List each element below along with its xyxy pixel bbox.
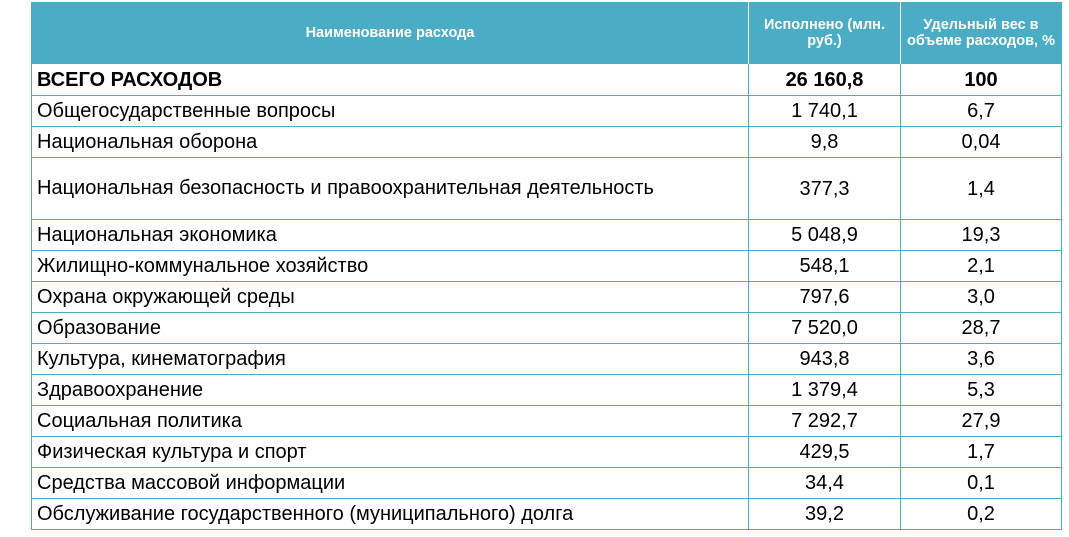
table-row [32,127,1062,158]
row-name: ВСЕГО РАСХОДОВ [32,64,749,96]
table-row [32,251,1062,282]
row-executed: 943,8 [749,344,901,375]
row-executed: 7 292,7 [749,406,901,437]
row-executed: 39,2 [749,499,901,530]
row-executed: 429,5 [749,437,901,468]
row-share: 5,3 [901,375,1062,406]
row-name: Здравоохранение [32,375,749,406]
row-share: 27,9 [901,406,1062,437]
row-name: Социальная политика [32,406,749,437]
table-row [32,344,1062,375]
table-header-row [32,2,1062,64]
row-share: 0,1 [901,468,1062,499]
expense-table-container [31,2,1061,530]
row-name: Образование [32,313,749,344]
row-share: 0,04 [901,127,1062,158]
table-row [32,468,1062,499]
header-executed: Исполнено (млн. руб.) [749,2,901,64]
table-row [32,375,1062,406]
row-share: 19,3 [901,220,1062,251]
table-row-total [32,64,1062,96]
table-row [32,220,1062,251]
row-share: 1,4 [901,158,1062,220]
row-executed: 1 740,1 [749,96,901,127]
row-share: 6,7 [901,96,1062,127]
row-executed: 377,3 [749,158,901,220]
row-executed: 797,6 [749,282,901,313]
table-row [32,282,1062,313]
row-name: Общегосударственные вопросы [32,96,749,127]
row-name: Национальная безопасность и правоохранительная деятельность [32,158,749,220]
row-name: Обслуживание государственного (муниципального) долга [32,499,749,530]
row-name: Национальная экономика [32,220,749,251]
table-row [32,406,1062,437]
expense-table [31,2,1062,530]
row-share: 3,0 [901,282,1062,313]
row-share: 3,6 [901,344,1062,375]
row-executed: 9,8 [749,127,901,158]
row-share: 0,2 [901,499,1062,530]
row-executed: 26 160,8 [749,64,901,96]
row-name: Национальная оборона [32,127,749,158]
row-name: Физическая культура и спорт [32,437,749,468]
table-row [32,158,1062,220]
table-row [32,313,1062,344]
row-name: Культура, кинематография [32,344,749,375]
row-executed: 34,4 [749,468,901,499]
row-share: 28,7 [901,313,1062,344]
row-name: Средства массовой информации [32,468,749,499]
row-executed: 7 520,0 [749,313,901,344]
table-row [32,96,1062,127]
row-share: 1,7 [901,437,1062,468]
row-executed: 1 379,4 [749,375,901,406]
row-executed: 548,1 [749,251,901,282]
row-name: Жилищно-коммунальное хозяйство [32,251,749,282]
row-share: 2,1 [901,251,1062,282]
table-row [32,499,1062,530]
row-executed: 5 048,9 [749,220,901,251]
row-name: Охрана окружающей среды [32,282,749,313]
header-share: Удельный вес в объеме расходов, % [901,2,1062,64]
header-expense-name: Наименование расхода [32,2,749,64]
row-share: 100 [901,64,1062,96]
table-row [32,437,1062,468]
